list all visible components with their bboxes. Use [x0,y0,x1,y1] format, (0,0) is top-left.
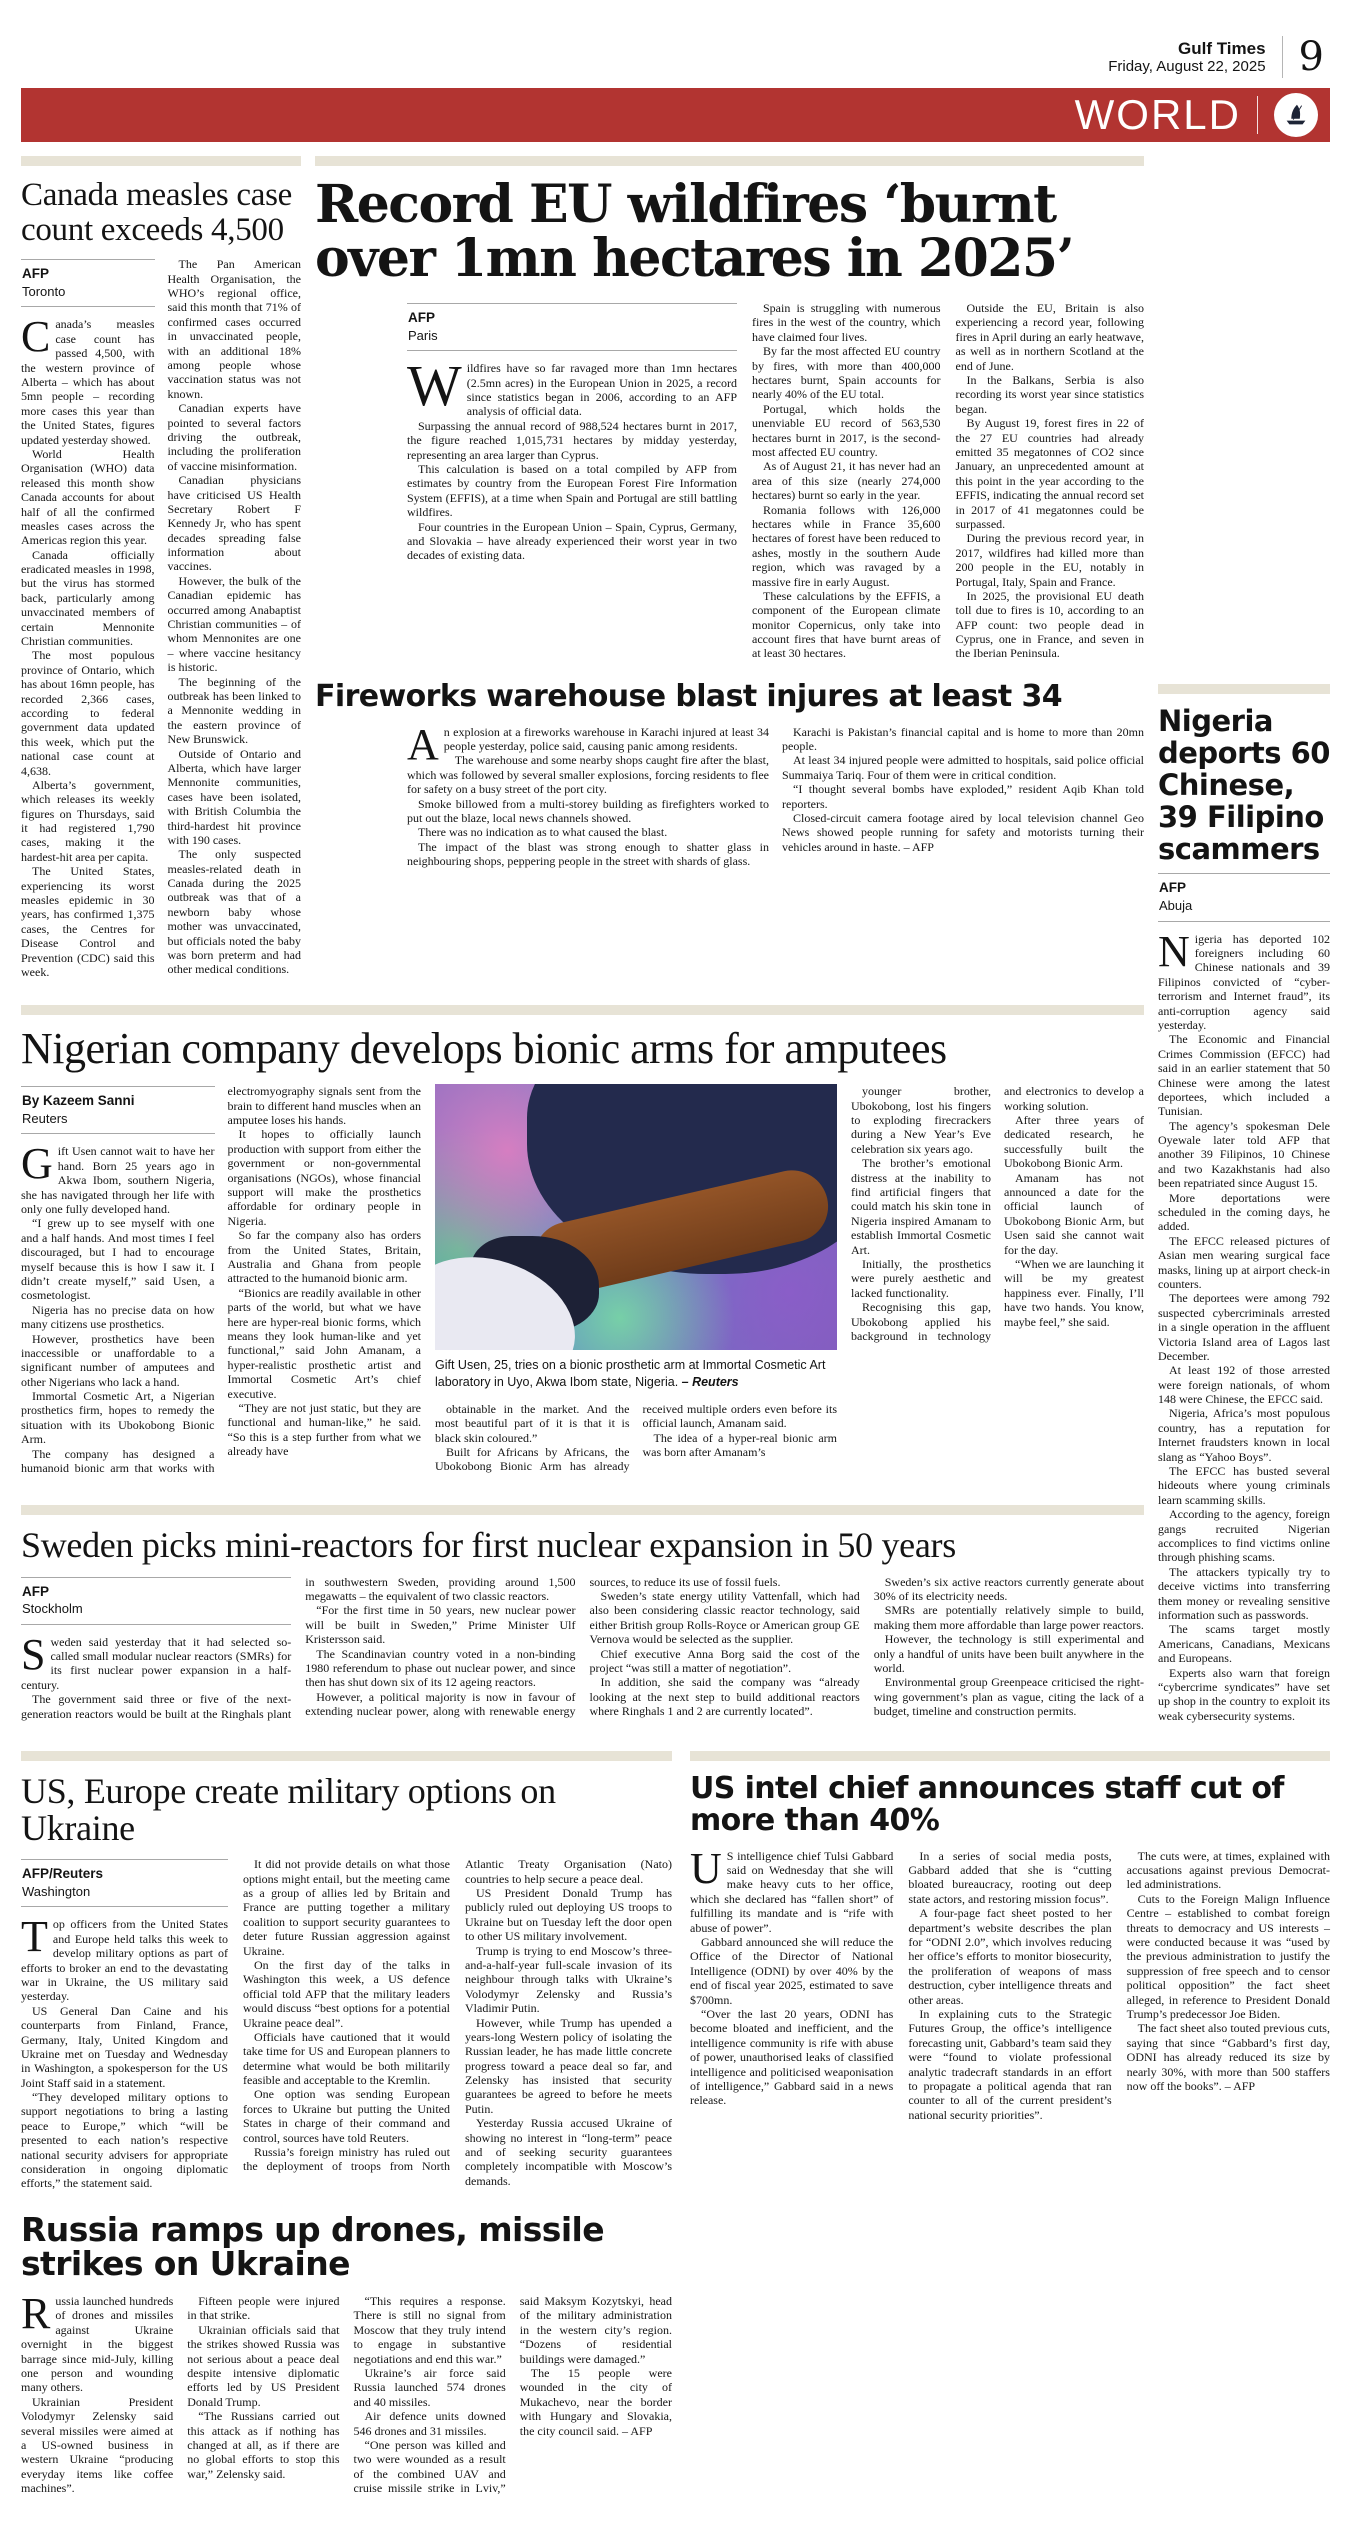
paragraph: The agency’s spokesman Dele Oyewale later told AFP that another 39 Filipinos, 10 Chinese and two Kazakhstanis had also been repatriated since August 15. [1158,1118,1330,1191]
drop-cap: R [21,2289,51,2339]
paragraph: Closed-circuit camera footage aired by local television channel Geo News showed people running for safety and motorists turning their vehicles around in haste. – AFP [782,811,1144,854]
paragraph: The EFCC has busted several hideouts where young criminals learn scamming skills. [1158,1464,1330,1507]
paragraph: The deportees were among 792 suspected cybercriminals arrested in a single operation in the affluent Victoria Island area of Lagos last December. [1158,1291,1330,1363]
section-title: WORLD [1074,91,1241,138]
paragraph: However, a political majority is now in favour of extending nuclear power, along with renewable energy sources, to reduce its use of fossil fuels. [305,1574,781,1719]
drop-cap: U [690,1843,722,1893]
lead-paragraph: Russia launched hundreds of drones and missiles against Ukraine overnight in the biggest barrage since mid-July, killing one person and wounding many others. [21,2289,174,2395]
paragraph: The United States, experiencing its worst measles epidemic in 30 years, has confirmed 1,375 cases, the Centres for Disease Control and Prevention (CDC) said this week. [21,864,155,979]
paragraph: By far the most affected EU country by fires, with more than 400,000 hectares burnt, Spain accounts for nearly 40% of the EU total. [752,344,941,402]
paragraph: In explaining cuts to the Strategic Futures Group, the office’s intelligence forecasting unit, Gabbard’s team said they were “found to violate professional analytic tradecraft standards in an effort to propagate a political agenda that ran counter to all of the current president’s national security priorities”. [908,2006,1112,2122]
byline [21,1577,291,1625]
paragraph: “For the first time in 50 years, new nuclear power will be built in Sweden,” Prime Minister Ulf Kristersson said. [305,1603,576,1647]
paragraph: According to the agency, foreign gangs recruited Nigerian accomplices to find victims online through phishing scams. [1158,1507,1330,1565]
paragraph: One option was sending European forces to Ukraine but putting the United States in charge of their command and control, sources have told Reuters. [243,2087,450,2145]
paragraph: “They are not just static, but they are functional and human-like,” he said. “So this is a step further from what we already have [227,1400,421,1459]
paragraph: The scams target mostly Americans, Canadians, Mexicans and Europeans. [1158,1622,1330,1666]
paragraph: This calculation is based on a total compiled by AFP from estimates by country from the European Forest Fire Information System (EFFIS), at a time when Spain and Portugal are still battling wildfires. [407,461,737,520]
section-divider-bar [21,1505,1144,1515]
paragraph: The impact of the blast was strong enough to shatter glass in neighbouring shops, peppering people in the street with shards of glass. [407,839,769,869]
paragraph: “The Russians carried out this attack as if nothing has changed at all, as if there are no global efforts to stop this war,” Zelensky said. [187,2409,340,2481]
section-banner [21,88,1330,142]
article-nigeria-deports [1158,156,1330,1723]
paragraph: Nigeria, Africa’s most populous country, has a reputation for Internet fraudsters known in local slang as “Yahoo Boys”. [1158,1406,1330,1464]
paragraph: SMRs are potentially relatively simple to build, making them more affordable than large power reactors. [873,1603,1144,1632]
paragraph: It did not provide details on what those options might entail, but the meeting came as a group of allies led by Britain and France are putting together a military coalition to support security guarantees to deter future Russian aggression against Ukraine. [243,1857,450,1958]
byline-agency: AFP [22,1583,49,1599]
paragraph: After three years of dedicated research, he successfully built the Ubokobong Bionic Arm. [1004,1113,1144,1171]
byline [21,1859,228,1907]
byline-location: Paris [408,327,438,343]
drop-cap: G [21,1139,53,1189]
byline-agency: AFP [22,266,49,282]
byline-agency: AFP [408,310,435,326]
headline: Record EU wildfires ‘burnt over 1mn hectares in 2025’ [315,174,1074,289]
byline-agency: AFP/Reuters [22,1866,104,1882]
lead-paragraph: An explosion at a fireworks warehouse in Karachi injured at least 34 people yesterday, police said, causing panic among residents. [407,719,769,769]
article-layout [21,1084,1144,1475]
section-divider-bar [690,1751,1330,1761]
paragraph: Sweden’s six active reactors currently generate about 30% of its electricity needs. [873,1574,1144,1603]
article-us-intel-cuts [690,1751,1330,2495]
paragraph: Outside of Ontario and Alberta, which have larger Mennonite communities, cases have been isolated, with British Columbia the third-hardest hit province with 190 cases. [167,746,301,847]
article-body [21,1575,1144,1721]
paragraph: “I grew up to see myself with one and a half hands. And most times I feel discouraged, but I had to encourage myself because this is how I saw it. I didn’t create myself,” said Usen, a cosmetologist. [21,1216,215,1303]
paragraph: The attackers typically try to deceive victims into transferring them money or revealing sensitive information such as passwords. [1158,1564,1330,1622]
paragraph: Officials have cautioned that it would take time for US and European planners to determine what would be both militarily feasible and acceptable to the Kremlin. [243,2029,450,2088]
headline: Sweden picks mini-reactors for first nuclear expansion in 50 years [21,1525,956,1566]
masthead-text [1108,39,1265,76]
paragraph: The 15 people were wounded in the city of Mukachevo, near the border with Hungary and Slovakia, the city council said. – AFP [519,2366,672,2438]
paragraph: Fifteen people were injured in that strike. [187,2294,340,2323]
article-right-columns [851,1084,1144,1475]
byline [407,303,737,351]
paragraph: There was no indication as to what caused the blast. [418,825,668,840]
paragraph: Initially, the prosthetics were purely aesthetic and lacked functionality. [851,1256,991,1300]
paragraph: Four countries in the European Union – Spain, Cyprus, Germany, and Slovakia – have already experienced their worst year in two decades of existing data. [407,519,737,563]
paragraph: Built for Africans by Africans, the Ubokobong Bionic Arm has already received multiple orders even before its official launch, Amanam said. [435,1401,837,1474]
paragraph: Chief executive Anna Borg said the cost of the project “was still a matter of negotiation”. [589,1646,860,1675]
lead-paragraph: Canada’s measles case count has passed 4,500, with the western province of Alberta – which has about 5mn people – recording more cases this year than the United States, figures updated yesterday showed. [21,312,155,447]
paragraph: World Health Organisation (WHO) data released this month show Canada accounts for about half of all the confirmed measles cases across the Americas region this year. [21,446,155,548]
paragraph: Immortal Cosmetic Art, a Nigerian prosthetics firm, hopes to remedy the situation with its Ubokobong Bionic Arm. [21,1389,215,1447]
lead-paragraph: Nigeria has deported 102 foreigners including 60 Chinese nationals and 39 Filipinos convicted of “cyber-terrorism and Internet fraud”, its anti-corruption agency said yesterday. [1158,926,1330,1032]
article-column [956,301,1145,661]
paragraph: younger brother, Ubokobong, lost his fingers to exploding firecrackers during a New Year’s Eve celebration six years ago. [851,1084,991,1156]
article-body [690,1843,1330,2122]
article-body [21,257,301,979]
section-divider-bar [21,1005,1144,1015]
byline-location: Abuja [1159,898,1193,914]
drop-cap: A [407,719,439,769]
paragraph: “One person was killed and two were wounded as a result of the combined UAV and cruise missile strike in Lviv,” said Maksym Kozytskyi, head of the military administration in the western city’s region. “Dozens of residential buildings were damaged.” [353,2294,672,2496]
paragraph: The brother’s emotional distress at the inability to find artificial fingers that could match his skin tone in Nigeria inspired Amanam to establish Immortal Cosmetic Art. [851,1156,991,1257]
paragraph: Portugal, which holds the unenviable EU record of 563,530 hectares burnt in 2017, is the second-most affected EU country. [752,401,941,459]
paragraph: In 2025, the provisional EU death toll due to fires is 10, according to an AFP count: two people dead in Cyprus, one in France, and seven in the Iberian Peninsula. [955,588,1144,661]
paragraph: Gabbard announced she will reduce the Office of the Director of National Intelligence (ODNI) by over 40% by the end of fiscal year 2025, estimated to save $700mn. [690,1935,894,2007]
paragraph: The idea of a hyper-real bionic arm was born after Amanam’s [642,1430,837,1459]
lead-paragraph: Gift Usen cannot wait to have her hand. Born 25 years ago in Akwa Ibom, southern Nigeria, she has navigated through her life with only one fully developed hand. [21,1139,215,1216]
headline: Nigeria deports 60 Chinese, 39 Filipino scammers [1158,704,1330,866]
paragraph: Nigeria has no precise data on how many citizens use prosthetics. [21,1302,215,1332]
paragraph: The warehouse and some nearby shops caught fire after the blast, which was followed by several smaller explosions, forcing residents to flee for safety on a busy street of the port city. [407,753,769,797]
paragraph: The Scandinavian country voted in a non-binding 1980 referendum to phase out nuclear power, and since then has shut down six of its 12 ageing reactors. [305,1646,576,1690]
paragraph: The only suspected measles-related death in Canada during the 2025 outbreak was that of a newborn baby whose mother was unvaccinated, but officials noted the baby was born preterm and had other medical conditions. [167,847,301,977]
article-body [21,2289,672,2496]
headline: Nigerian company develops bionic arms for amputees [21,1024,947,1074]
paragraph: obtainable in the market. And the most beautiful part of it is that it is black skin coloured.” [435,1401,630,1445]
byline-agency: AFP [1159,880,1186,896]
paragraph: More deportations were scheduled in the coming days, he added. [1158,1190,1330,1234]
section-divider-bar [21,156,301,166]
paragraph: “They developed military options to support negotiations to bring a lasting peace to Europe,” which “will be presented to each nation’s respective national security advisers for appropriate consideration in ongoing diplomatic efforts,” the statement said. [21,2090,228,2191]
article-intro-column [407,301,737,661]
paragraph: Ukrainian officials said that the strikes showed Russia was not serious about a peace deal despite intensive diplomatic efforts led by US President Donald Trump. [187,2322,340,2409]
dhow-boat-icon [1274,93,1318,137]
issue-date: Friday, August 22, 2025 [1108,58,1266,76]
paragraph: The government said three or five of the next-generation reactors would be built at the Ringhals plant in southwestern Sweden, providing around 1,500 megawatts – the equivalent of two classic reactors. [21,1574,576,1721]
article-body [1158,873,1330,1723]
paper-title: Gulf Times [1178,38,1266,58]
bottom-section [21,1751,1330,2495]
article-column [752,301,941,661]
paragraph: Alberta’s government, which releases its weekly figures on Thursdays, said it had registered 1,790 cases, making it the hardest-hit area per capita. [21,777,155,864]
paragraph: In a series of social media posts, Gabbard added that she is “cutting bloated bureaucracy, rooting out deep state actors, and restoring mission focus”. [908,1848,1112,1906]
byline-author: By Kazeem Sanni [22,1093,135,1109]
paragraph: “When we are launching it will be my greatest happiness ever. Finally, I’ll have two hands. You know, maybe feel,” she said. [1004,1256,1144,1329]
section-divider-bar [21,1751,672,1761]
headline: Russia ramps up drones, missile strikes on Ukraine [21,2209,605,2284]
paragraph: Ukrainian President Volodymyr Zelensky said several missiles were aimed at a US-owned business in western Ukraine “producing everyday items like coffee machines”. [21,2394,174,2496]
paragraph: By August 19, forest fires in 22 of the 27 EU countries had already emitted 35 megatonnes of CO2 since January, an unprecedented amount at this point in the year according to the EFFIS, indicating the annual record set in 2017 of 41 megatonnes could be surpassed. [955,416,1144,531]
paragraph: “Bionics are readily available in other parts of the world, but what we have here are hyper-real bionic forms, which means they look human-like and yet functional,” said John Amanam, a hyper-realistic prosthetic artist and Immortal Cosmetic Art’s chief executive. [227,1285,421,1401]
paragraph: Karachi is Pakistan’s financial capital and is home to more than 20mn people. [782,724,1144,754]
paragraph: At least 34 injured people were admitted to hospitals, said police official Summaiya Tariq. Four of them were in critical condition. [782,753,1144,782]
paragraph: It hopes to officially launch production with support from either the government or non-governmental organisations (NGOs), whose financial support will make the prosthetics affordable for ordinary people in Nigeria. [227,1127,421,1228]
paragraph: Spain is struggling with numerous fires in the west of the country, which have claimed four lives. [752,301,941,344]
article-under-photo-columns [435,1402,837,1474]
paragraph: In the Balkans, Serbia is also recording its worst year since statistics began. [955,373,1144,416]
paragraph: At least 192 of those arrested were foreign nationals, of whom 148 were Chinese, the EFCC said. [1158,1363,1330,1407]
article-us-europe-ukraine [21,1751,672,2191]
paragraph: The fact sheet also touted previous cuts, saying that since “Gabbard’s first day, ODNI has already reduced its size by nearly 30%, with more than 500 staffers now off the books”. – AFP [1126,2021,1330,2093]
page-grid [21,156,1330,2496]
paragraph: Experts also warn that foreign “cybercrime syndicates” have set up shop in the country to exploit its weak cybersecurity systems. [1158,1665,1330,1723]
paragraph: Canadian physicians have criticised US Health Secretary Robert F Kennedy Jr, who has spent decades spreading false information about vaccines. [167,473,301,574]
article-fireworks-blast [315,678,1144,869]
page-number: 9 [1298,34,1324,80]
article-body [407,719,1144,869]
paragraph: Canadian experts have pointed to several factors driving the outbreak, including the proliferation of vaccine misinformation. [167,401,301,473]
paragraph: The cuts were, at times, explained with accusations against previous Democrat-led administrations. [1126,1848,1330,1892]
headline: Fireworks warehouse blast injures at least 34 [315,678,1063,714]
byline-location: Stockholm [22,1601,83,1617]
paragraph: Air defence units downed 546 drones and 31 missiles. [353,2409,506,2438]
section-divider-bar [1158,684,1330,694]
paragraph: In addition, she said the company was “already looking at the next step to build additional reactors where Ringhals 1 and 2 are currently located”. [589,1675,860,1719]
article-bionic-arms [21,1005,1144,1477]
paragraph: On the first day of the talks in Washington this week, a US defence official told AFP that the military leaders would discuss “best options for a potential Ukraine peace deal”. [243,1957,450,2030]
article-photo [435,1084,837,1350]
paragraph: “This requires a response. There is still no signal from Moscow that they truly intend to engage in substantive negotiations and end this war.” [353,2294,506,2366]
lead-paragraph: Top officers from the United States and Europe held talks this week to develop military options as part of efforts to broker an end to the devastating war in Ukraine, the US military said yesterday. [21,1912,228,2004]
paragraph: US President Donald Trump has publicly ruled out deploying US troops to Ukraine but on Tuesday left the door open to other US military involvement. [465,1886,672,1944]
paragraph: “Over the last 20 years, ODNI has become bloated and inefficient, and the intelligence community is rife with abuse of power, unauthorised leaks of classified intelligence and politicised weaponisation of intelligence,” Gabbard said in a news release. [690,2006,894,2108]
paragraph: Amanam has not announced a date for the official launch of Ubokobong Bionic Arm, but Usen said she cannot wait for the day. [1004,1170,1144,1257]
paragraph: Trump is trying to end Moscow’s three-and-a-half-year full-scale invasion of its neighbour through talks with Ukraine’s Volodymyr Zelensky and Russia’s Vladimir Putin. [465,1943,672,2016]
photo-caption: Gift Usen, 25, tries on a bionic prosthetic arm at Immortal Cosmetic Art laboratory in Uyo, Akwa Ibom state, Nigeria. – Reuters [435,1358,826,1389]
byline [1158,873,1330,921]
paragraph: However, the technology is still experimental and only a handful of units have been built anywhere in the world. [873,1632,1144,1675]
headline: Canada measles case count exceeds 4,500 [21,177,292,248]
paragraph: “I thought several bombs have exploded,” resident Aqib Khan told reporters. [782,782,1144,811]
masthead [21,0,1330,88]
center-column [315,156,1144,981]
paragraph: The Pan American Health Organisation, the WHO’s regional office, said this month that 71% of confirmed cases occurred in unvaccinated people, with an additional 18% among people whose vaccination status was not known. [167,257,301,401]
article-canada-measles [21,156,301,981]
drop-cap: C [21,312,51,362]
article-middle-column [435,1084,837,1475]
byline-location: Washington [22,1884,91,1900]
byline-location: Toronto [22,284,66,300]
paragraph: A four-page fact sheet posted to her department’s website describes the plan for “ODNI 2.0”, which involves reducing her office’s efforts to monitor biosecurity, the proliferation of weapons of mass destruction, cyber intelligence threats and other areas. [908,1906,1112,2007]
article-sweden-reactors [21,1505,1144,1723]
article-left-columns [21,1084,421,1475]
paragraph: Yesterday Russia accused Ukraine of showing no interest in “long-term” peace and of seeking security guarantees completely incompatible with Moscow’s demands. [465,2116,672,2188]
banner-divider [1257,96,1258,134]
paragraph: These calculations by the EFFIS, a component of the European climate monitor Copernicus, only take into account fires that have burnt areas of at least 30 hectares. [752,588,941,661]
masthead-divider [1282,36,1283,78]
paragraph: As of August 21, it has never had an area of this size (nearly 274,000 hectares) burnt so early in the year. [752,459,941,503]
lead-paragraph: Wildfires have so far ravaged more than 1mn hectares (2.5mn acres) in the European Union in 2025, a record since statistics began in 2006, according to an AFP analysis of official data. [407,353,737,419]
paragraph: Recognising this gap, Ubokobong applied his background in technology and electronics to develop a working solution. [851,1084,1144,1343]
article-eu-wildfires [315,156,1144,661]
headline: US, Europe create military options on Ukraine [21,1771,556,1849]
paragraph: Romania follows with 126,000 hectares while in France 35,600 hectares of forest have been reduced to ashes, mostly in the southern Aude region, which was ravaged by a massive fire in early August. [752,502,941,589]
paragraph: Environmental group Greenpeace criticised the right-wing government’s plan as vague, citing the lack of a budget, timeline and construction permits. [873,1675,1144,1719]
drop-cap: N [1158,926,1190,976]
section-divider-bar [315,156,1144,166]
caption-credit: – Reuters [681,1374,739,1389]
paragraph: The Economic and Financial Crimes Commission (EFCC) had said in an earlier statement that 50 Chinese were among the latest deportees, which included a Tunisian. [1158,1032,1330,1119]
paragraph: Cuts to the Foreign Malign Influence Centre – established to combat foreign threats to democracy and US interests – were conducted because it was “used by the previous administration to justify the suppression of free speech and to censor political opposition” the fact sheet alleged, in reference to President Donald Trump’s predecessor Joe Biden. [1126,1891,1330,2021]
paragraph: However, while Trump has upended a years-long Western policy of isolating the Russian leader, he has made little concrete progress toward a peace deal so far, and Zelensky has insisted that security guarantees be agreed to before he meets Putin. [465,2015,672,2116]
drop-cap: W [407,353,462,419]
drop-cap: S [21,1629,46,1679]
lead-paragraph: Sweden said yesterday that it had selected so-called small modular nuclear reactors (SMRs) for its first nuclear power expansion in a half-century. [21,1629,292,1692]
article-body [407,301,1144,661]
paragraph: The EFCC released pictures of Asian men wearing surgical face masks, lining up at airport check-in counters. [1158,1233,1330,1291]
drop-cap: T [21,1912,48,1962]
paragraph: Sweden’s state energy utility Vattenfall, which had also been considering classic reactor technology, said either British group Rolls-Royce or American group GE Vernova would be selected as the supplier. [589,1588,860,1647]
paragraph: So far the company also has orders from the United States, Britain, Australia and Ghana from people attracted to the humanoid bionic arm. [227,1228,421,1286]
paragraph: Canada officially eradicated measles in 1998, but the virus has stormed back, particularly among unvaccinated members of certain Mennonite Christian communities. [21,547,155,649]
paragraph: The beginning of the outbreak has been linked to a Mennonite wedding in the eastern province of New Brunswick. [167,674,301,747]
paragraph: However, prosthetics have been inaccessible or unaffordable to a significant number of amputees and other Nigerians who lack a hand. [21,1331,215,1389]
paragraph: The most populous province of Ontario, which has about 16mn people, has recorded 2,366 cases, according to federal government data updated this week, which put the national case count at 4,638. [21,648,155,778]
byline [21,1086,215,1134]
byline [21,259,155,307]
byline-agency: Reuters [22,1111,68,1127]
paragraph: However, the bulk of the Canadian epidemic has occurred among Anabaptist Christian communities – of whom Mennonites are one – where vaccine hesitancy is historic. [167,573,301,675]
paragraph: Smoke billowed from a multi-storey building as firefighters worked to put out the blaze, local news channels showed. [407,796,769,825]
paragraph: Outside the EU, Britain is also experiencing a record year, following fires in April during an early heatwave, as well as in northern Scotland at the end of June. [955,301,1144,373]
paragraph: Surpassing the annual record of 988,524 hectares burnt in 2017, the figure reached 1,015,731 hectares by midday yesterday, representing an area larger than Cyprus. [407,418,737,462]
headline: US intel chief announces staff cut of more than 40% [690,1771,1284,1838]
article-russia-strikes [21,2209,672,2496]
lead-paragraph: U S intelligence chief Tulsi Gabbard said on Wednesday that she will make heavy cuts to her office, which she declared has “fallen short” of fulfilling its mandate and is “rife with abuse of power”. [690,1843,894,1935]
paragraph: US General Dan Caine and his counterparts from Finland, France, Germany, Italy, United Kingdom and Ukraine met on Tuesday and Wednesday in Washington, a spokesperson for the US Joint Staff said in a statement. [21,2003,228,2090]
paragraph: The company has designed a humanoid bionic arm that works with electromyography signals sent from the brain to different hand muscles when an amputee loses his hands. [21,1084,421,1476]
article-body [21,1857,672,2191]
paragraph: During the previous record year, in 2017, wildfires had killed more than 200 people in the EU, notably in Portugal, Italy, Spain and France. [955,531,1144,589]
paragraph: Ukraine’s air force said Russia launched 574 drones and 40 missiles. [353,2366,506,2409]
paragraph: Russia’s foreign ministry has ruled out the deployment of troops from North Atlantic Treaty Organisation (Nato) countries to help secure a peace deal. [243,1857,672,2174]
